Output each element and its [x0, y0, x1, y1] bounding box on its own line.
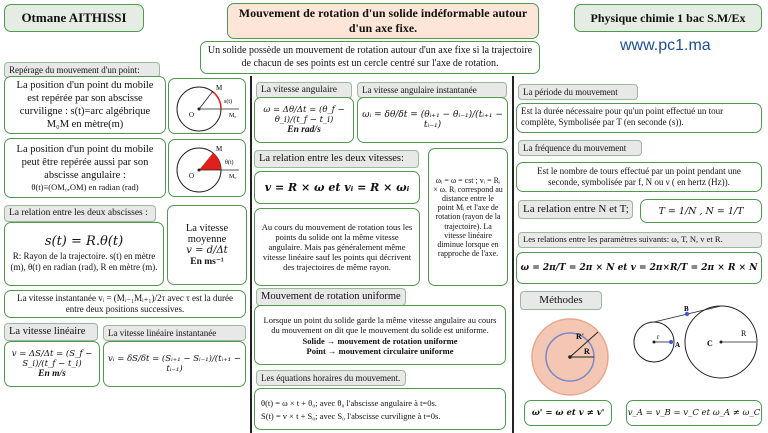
- reperage-title: Repérage du mouvement d'un point:: [4, 62, 160, 78]
- vitesse-angulaire-inst-eq: ωᵢ = δθ/δt = (θᵢ₊₁ − θᵢ₋₁)/(tᵢ₊₁ − tᵢ₋₁): [362, 110, 503, 130]
- fig4-a-label: A: [675, 341, 681, 349]
- methode-eq2: v_A = v_B = v_C et ω_A ≠ ω_C: [627, 408, 761, 418]
- position-angulaire-box: [4, 138, 166, 198]
- vitesse-lineaire-unit: En m/s: [38, 369, 66, 379]
- relation-vitesses-desc: Au cours du mouvement de rotation tous les points du solide ont la même vitesse angulaire. Mais pas généralement même vitesse linéaire sauf les points qui décrivent des trajectoires de même rayon.: [261, 221, 413, 273]
- website-link[interactable]: www.pc1.ma: [620, 37, 711, 54]
- methodes-title: Méthodes: [520, 291, 602, 310]
- relation-nt-eq: T = 1/N , N = 1/T: [658, 205, 744, 217]
- horaires-title: Les équations horaires du mouvement.: [256, 370, 406, 386]
- author-name: Otmane AITHISSI: [21, 10, 127, 25]
- methode-eq1: ω' = ω et v ≠ v': [531, 408, 605, 418]
- level-text: Physique chimie 1 bac S.M/Ex: [590, 10, 746, 25]
- fig1-s-label: s(t): [224, 99, 232, 105]
- uniforme-box: [254, 305, 506, 365]
- intro-text: Un solide possède un mouvement de rotation autour d'un axe fixe si la trajectoire de chacun de ses points est un cercle centré sur l'axe de rotation.: [207, 45, 533, 69]
- vitesse-lineaire-title: La vitesse linéaire: [4, 323, 98, 341]
- side-note-box: [428, 148, 508, 286]
- column-separator-1: [250, 76, 252, 433]
- position-curviligne-box: [4, 76, 166, 134]
- fig4-c-label: C: [707, 339, 713, 348]
- fig1-m-label: M: [216, 84, 223, 92]
- periode-desc: Est la durée nécessaire pour qu'un point effectué un tour complète, Symbolisée par T (en seconde (s)).: [521, 106, 724, 127]
- relation-abscisses-desc: R: Rayon de la trajectoire. s(t) en mètre (m), θ(t) en radian (rad), R en mètre (m).: [10, 250, 158, 272]
- vitesse-moyenne-unit: En ms⁻¹: [190, 257, 224, 267]
- relation-nt-title: La relation entre N et T;: [518, 200, 633, 219]
- fig1-o-label: O: [189, 111, 195, 119]
- circle-diagram-s: [169, 79, 246, 134]
- fig4-r-big-label: R: [741, 329, 747, 338]
- side-note-text: ωᵢ = ω = cst ; vᵢ = Rᵢ × ω. Rᵢ correspond au distance entre le point Mᵢ et l'axe de rotation (rayon de la trajectoire). La vitesse linéaire diminue lorsque en rapproche de l'axe.: [433, 175, 503, 259]
- vitesse-angulaire-inst-title: La vitesse angulaire instantanée: [357, 82, 507, 98]
- parametres-title: Les relations entre les paramètres suivants: ω, T, N, v et R.: [518, 232, 762, 248]
- circle-diagram-theta: [169, 140, 246, 197]
- fig3-r2-label: R: [584, 347, 590, 356]
- relation-vitesses-box: [254, 171, 420, 204]
- fig2-theta-label: θ(t): [225, 160, 234, 166]
- vitesse-lineaire-inst-eq: vᵢ = δS/δt = (Sᵢ₊₁ − Sᵢ₋₁)/(tᵢ₊₁ − tᵢ₋₁): [108, 354, 241, 374]
- uniforme-title: Mouvement de rotation uniforme: [256, 288, 406, 306]
- fig2-m0-label: M₀: [229, 174, 237, 180]
- vitesse-angulaire-inst-box: [357, 97, 508, 143]
- vitesse-angulaire-title: La vitesse angulaire: [256, 82, 352, 99]
- relation-abscisses-title: La relation entre les deux abscisses :: [4, 205, 156, 222]
- vitesse-lineaire-inst-title: La vitesse linéaire instantanée: [103, 325, 246, 341]
- fig2-m-label: M: [216, 145, 223, 153]
- frequence-title: La fréquence du mouvement: [518, 140, 642, 156]
- methode-eq1-box: [524, 400, 612, 426]
- frequence-desc: Est le nombre de tours effectué par un point pendant une seconde, symbolisée par f, N ou ν ( en hertz (Hz)).: [537, 166, 741, 187]
- vitesse-lineaire-inst-box: [103, 341, 246, 387]
- figure-curviligne: [168, 78, 246, 134]
- relation-vitesses-title: La relation entre les deux vitesses:: [254, 150, 419, 168]
- vitesse-angulaire-box: [254, 97, 354, 143]
- fig1-m0-label: M₀: [229, 113, 237, 119]
- relation-abscisses-box: [4, 222, 164, 286]
- horaire-theta: θ(t) = ω × t + θ₀; avec θ₀ l'abscisse angulaire à t=0s.: [261, 397, 437, 408]
- relation-vitesses-eq: v = R × ω et vᵢ = R × ωᵢ: [264, 181, 410, 194]
- vitesse-angulaire-unit: En rad/s: [287, 125, 321, 135]
- vitesse-angulaire-eq: ω = Δθ/Δt = (θ_f − θ_i)/(t_f − t_i): [263, 105, 345, 125]
- periode-box: [516, 103, 762, 133]
- figure-methode-1: [520, 312, 620, 398]
- figure-angulaire: [168, 139, 246, 197]
- fig4-r-small-label: r: [657, 333, 660, 341]
- position-curviligne-text: La position d'un point du mobile est repérée par son abscisse curviligne : s(t)=arc algébrique M₀M en mètre(m): [16, 79, 154, 131]
- relation-nt-box: [640, 199, 762, 223]
- methode-eq2-box: [626, 400, 762, 426]
- fig4-b-label: B: [684, 305, 689, 313]
- gear-circles-diagram: [624, 302, 764, 398]
- uniforme-desc: Lorsque un point du solide garde la même vitesse angulaire au cours du mouvement on dit que le mouvement du solide est uniforme.: [263, 314, 497, 335]
- vitesse-moyenne-eq: v = d/Δt: [186, 245, 228, 256]
- concentric-circles-diagram: [520, 312, 620, 398]
- vitesse-moyenne-title: La vitesse moyenne: [185, 223, 229, 245]
- figure-methode-2: [624, 302, 764, 398]
- vitesse-lineaire-eq: v = ΔS/Δt = (S_f − S_i)/(t_f − t_i): [11, 349, 93, 369]
- periode-title: La période du mouvement: [518, 84, 638, 100]
- page-title-text: Mouvement de rotation d'un solide indéformable autour d'un axe fixe.: [238, 6, 528, 35]
- horaires-box: [254, 388, 506, 430]
- position-angulaire-text: La position d'un point du mobile peut être repérée aussi par son abscisse angulaire :: [16, 144, 154, 182]
- horaire-s: S(t) = v × t + S₀; avec S₀ l'abscisse curviligne à t=0s.: [261, 410, 441, 421]
- intro-box: [200, 41, 540, 74]
- fig2-o-label: O: [189, 172, 195, 180]
- fig3-r1-label: R': [576, 332, 584, 341]
- parametres-eq: ω = 2π/T = 2π × N et v = 2π×R/T = 2π × R × N: [520, 263, 758, 273]
- vitesse-lineaire-box: [4, 341, 100, 387]
- vitesse-instantanee-text: La vitesse instantanée vᵢ = (Mᵢ₋₁Mᵢ₊₁)/2τ avec τ est la durée entre deux positions successives.: [17, 293, 233, 314]
- vitesse-moyenne-box: [167, 205, 247, 285]
- position-angulaire-formula: θ(t)≡(OM₀,OM) en radian (rad): [31, 182, 139, 193]
- page-title: [227, 3, 539, 39]
- uniforme-point: Point → mouvement circulaire uniforme: [306, 346, 454, 357]
- uniforme-solide: Solide → mouvement de rotation uniforme: [302, 336, 458, 347]
- column-separator-2: [512, 76, 514, 433]
- relation-abscisses-eq: s(t) = R.θ(t): [44, 233, 124, 249]
- frequence-box: [516, 162, 762, 192]
- level-box: [574, 4, 762, 32]
- vitesse-instantanee-box: [4, 290, 246, 318]
- author-box: [4, 4, 144, 32]
- relation-vitesses-desc-box: [254, 208, 420, 286]
- parametres-box: [516, 252, 762, 284]
